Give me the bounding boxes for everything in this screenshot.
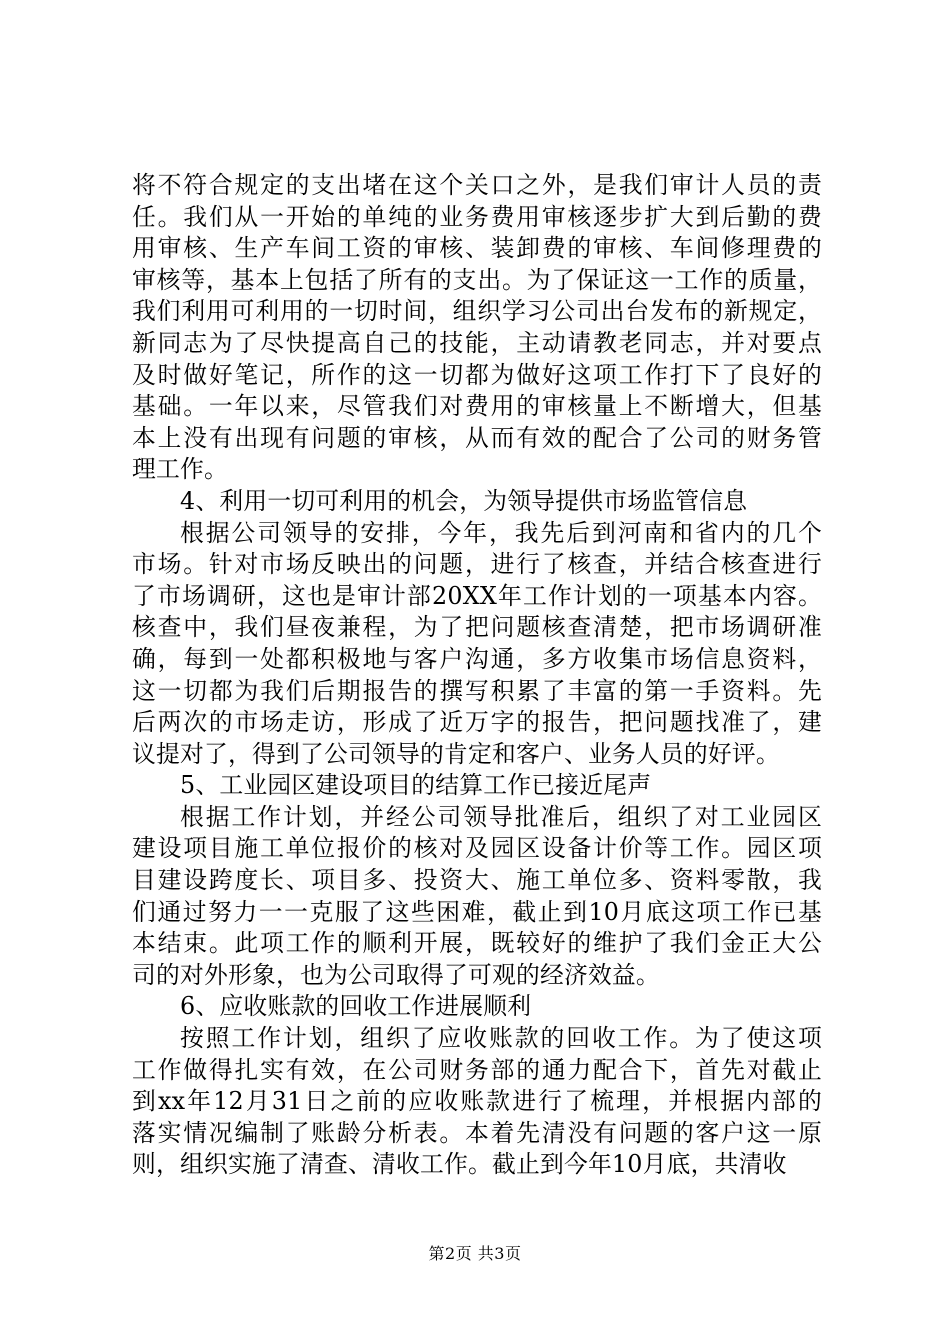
- paragraph: [132, 991, 822, 1023]
- paragraph: [132, 802, 822, 992]
- text-line: 我们利用可利用的一切时间，组织学习公司出台发布的新规定，: [132, 297, 822, 326]
- paragraph: [132, 518, 822, 771]
- text-line: 用审核、生产车间工资的审核、装卸费的审核、车间修理费的: [132, 234, 822, 263]
- text-line: 将不符合规定的支出堵在这个关口之外，是我们审计人员的责: [132, 171, 822, 199]
- text-line: 后两次的市场走访，形成了近万字的报告，把问题找准了，建: [132, 708, 822, 737]
- text-line: 任。我们从一开始的单纯的业务费用审核逐步扩大到后勤的费: [132, 202, 822, 231]
- text-line: 建设项目施工单位报价的核对及园区设备计价等工作。园区项: [132, 834, 822, 863]
- page-footer: 第2页 共3页: [428, 1244, 522, 1263]
- paragraph: [132, 1023, 822, 1181]
- text-line: 根据工作计划，并经公司领导批准后，组织了对工业园区: [180, 802, 822, 831]
- text-line: 及时做好笔记，所作的这一切都为做好这项工作打下了良好的: [132, 360, 822, 389]
- text-line: 这一切都为我们后期报告的撰写积累了丰富的第一手资料。先: [132, 676, 822, 705]
- text-line: 核查中，我们昼夜兼程，为了把问题核查清楚，把市场调研准: [132, 613, 822, 642]
- text-line: 落实情况编制了账龄分析表。本着先清没有问题的客户这一原: [132, 1118, 822, 1147]
- text-line: 根据公司领导的安排，今年，我先后到河南和省内的几个: [180, 518, 822, 547]
- text-line: 则，组织实施了清查、清收工作。截止到今年10月底，共清收: [132, 1150, 787, 1179]
- paragraph: [132, 170, 822, 486]
- text-line: 基础。一年以来，尽管我们对费用的审核量上不断增大，但基: [132, 392, 822, 421]
- text-line: 目建设跨度长、项目多、投资大、施工单位多、资料零散，我: [132, 866, 822, 895]
- text-line: 司的对外形象，也为公司取得了可观的经济效益。: [132, 960, 660, 989]
- text-line: 本结束。此项工作的顺利开展，既较好的维护了我们金正大公: [132, 929, 822, 958]
- text-line: 确，每到一处都积极地与客户沟通，多方收集市场信息资料，: [132, 644, 822, 673]
- text-line: 工作做得扎实有效，在公司财务部的通力配合下，首先对截止: [132, 1055, 822, 1084]
- text-line: 新同志为了尽快提高自己的技能，主动请教老同志，并对要点: [132, 328, 822, 357]
- text-line: 们通过努力一一克服了这些困难，截止到10月底这项工作已基: [132, 897, 822, 926]
- text-line: 本上没有出现有问题的审核，从而有效的配合了公司的财务管: [132, 423, 822, 452]
- text-line: 了市场调研，这也是审计部20XX年工作计划的一项基本内容。: [132, 581, 822, 610]
- text-line: 议提对了，得到了公司领导的肯定和客户、业务人员的好评。: [132, 739, 780, 768]
- paragraph: [132, 486, 822, 518]
- text-line: 按照工作计划，组织了应收账款的回收工作。为了使这项: [180, 1024, 822, 1053]
- text-line: 审核等，基本上包括了所有的支出。为了保证这一工作的质量，: [132, 265, 822, 294]
- paragraph: [132, 770, 822, 802]
- text-line: 理工作。: [132, 455, 228, 484]
- text-line: 4、利用一切可利用的机会，为领导提供市场监管信息: [180, 486, 748, 515]
- document-body: [132, 170, 822, 1181]
- text-line: 到xx年12月31日之前的应收账款进行了梳理，并根据内部的: [132, 1087, 822, 1116]
- text-line: 市场。针对市场反映出的问题，进行了核查，并结合核查进行: [132, 550, 822, 579]
- text-line: 5、工业园区建设项目的结算工作已接近尾声: [180, 771, 652, 800]
- text-line: 6、应收账款的回收工作进展顺利: [180, 992, 532, 1021]
